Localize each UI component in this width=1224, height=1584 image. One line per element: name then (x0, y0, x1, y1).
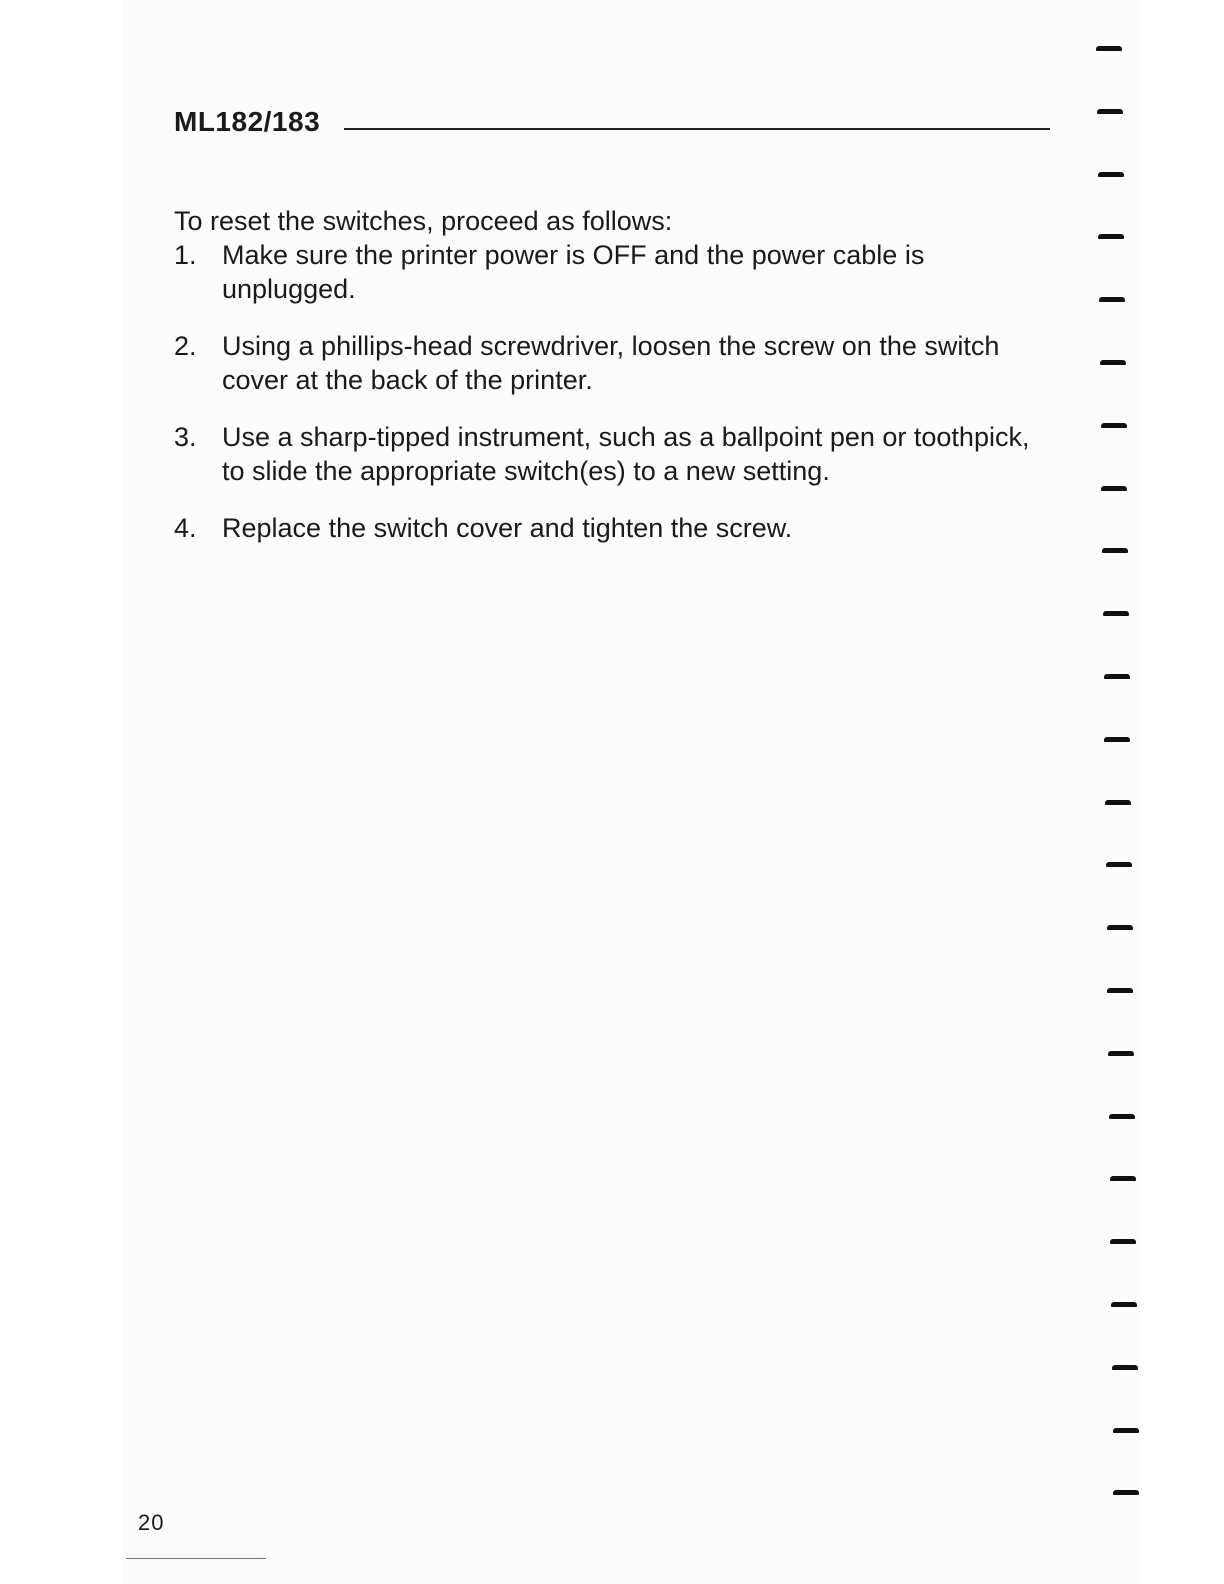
binding-mark (1110, 1239, 1136, 1244)
step-item (174, 238, 1074, 306)
binding-mark (1109, 1114, 1135, 1119)
binding-mark (1104, 737, 1130, 742)
header-rule (344, 128, 1050, 130)
step-text-line: Use a sharp-tipped instrument, such as a ballpoint pen or toothpick, (222, 422, 1030, 452)
step-text-line: unplugged. (222, 274, 356, 304)
binding-mark (1110, 1176, 1136, 1181)
step-number: 1. (174, 240, 197, 270)
binding-mark (1098, 172, 1124, 177)
binding-mark (1113, 1490, 1139, 1495)
binding-mark (1107, 988, 1133, 993)
step-text-line: to slide the appropriate switch(es) to a new setting. (222, 456, 830, 486)
intro-text: To reset the switches, proceed as follows: (174, 206, 673, 236)
binding-mark (1108, 1051, 1134, 1056)
steps-list (174, 238, 1074, 568)
binding-mark (1099, 297, 1125, 302)
binding-mark (1098, 234, 1124, 239)
bottom-rule (126, 1558, 266, 1559)
binding-mark (1104, 674, 1130, 679)
step-number: 3. (174, 422, 197, 452)
step-number: 2. (174, 331, 197, 361)
binding-mark (1102, 548, 1128, 553)
binding-mark (1101, 423, 1127, 428)
step-text-line: Using a phillips-head screwdriver, loosen the screw on the switch (222, 331, 1000, 361)
binding-mark (1113, 1428, 1139, 1433)
step-text-line: Replace the switch cover and tighten the screw. (222, 513, 793, 543)
page-number: 20 (138, 1510, 165, 1535)
step-text-line: Make sure the printer power is OFF and the power cable is (222, 240, 925, 270)
binding-mark (1100, 360, 1126, 365)
step-text-line: cover at the back of the printer. (222, 365, 593, 395)
binding-mark (1097, 109, 1123, 114)
page-header (174, 106, 1054, 146)
binding-mark (1096, 46, 1122, 51)
binding-mark (1103, 611, 1129, 616)
header-title: ML182/183 (174, 106, 321, 137)
step-number: 4. (174, 513, 197, 543)
binding-mark (1112, 1365, 1138, 1370)
binding-mark (1105, 800, 1131, 805)
step-item (174, 420, 1074, 488)
binding-mark (1106, 862, 1132, 867)
binding-mark (1101, 486, 1127, 491)
binding-mark (1111, 1302, 1137, 1307)
binding-mark (1107, 925, 1133, 930)
step-item (174, 329, 1074, 397)
step-item (174, 511, 1074, 545)
